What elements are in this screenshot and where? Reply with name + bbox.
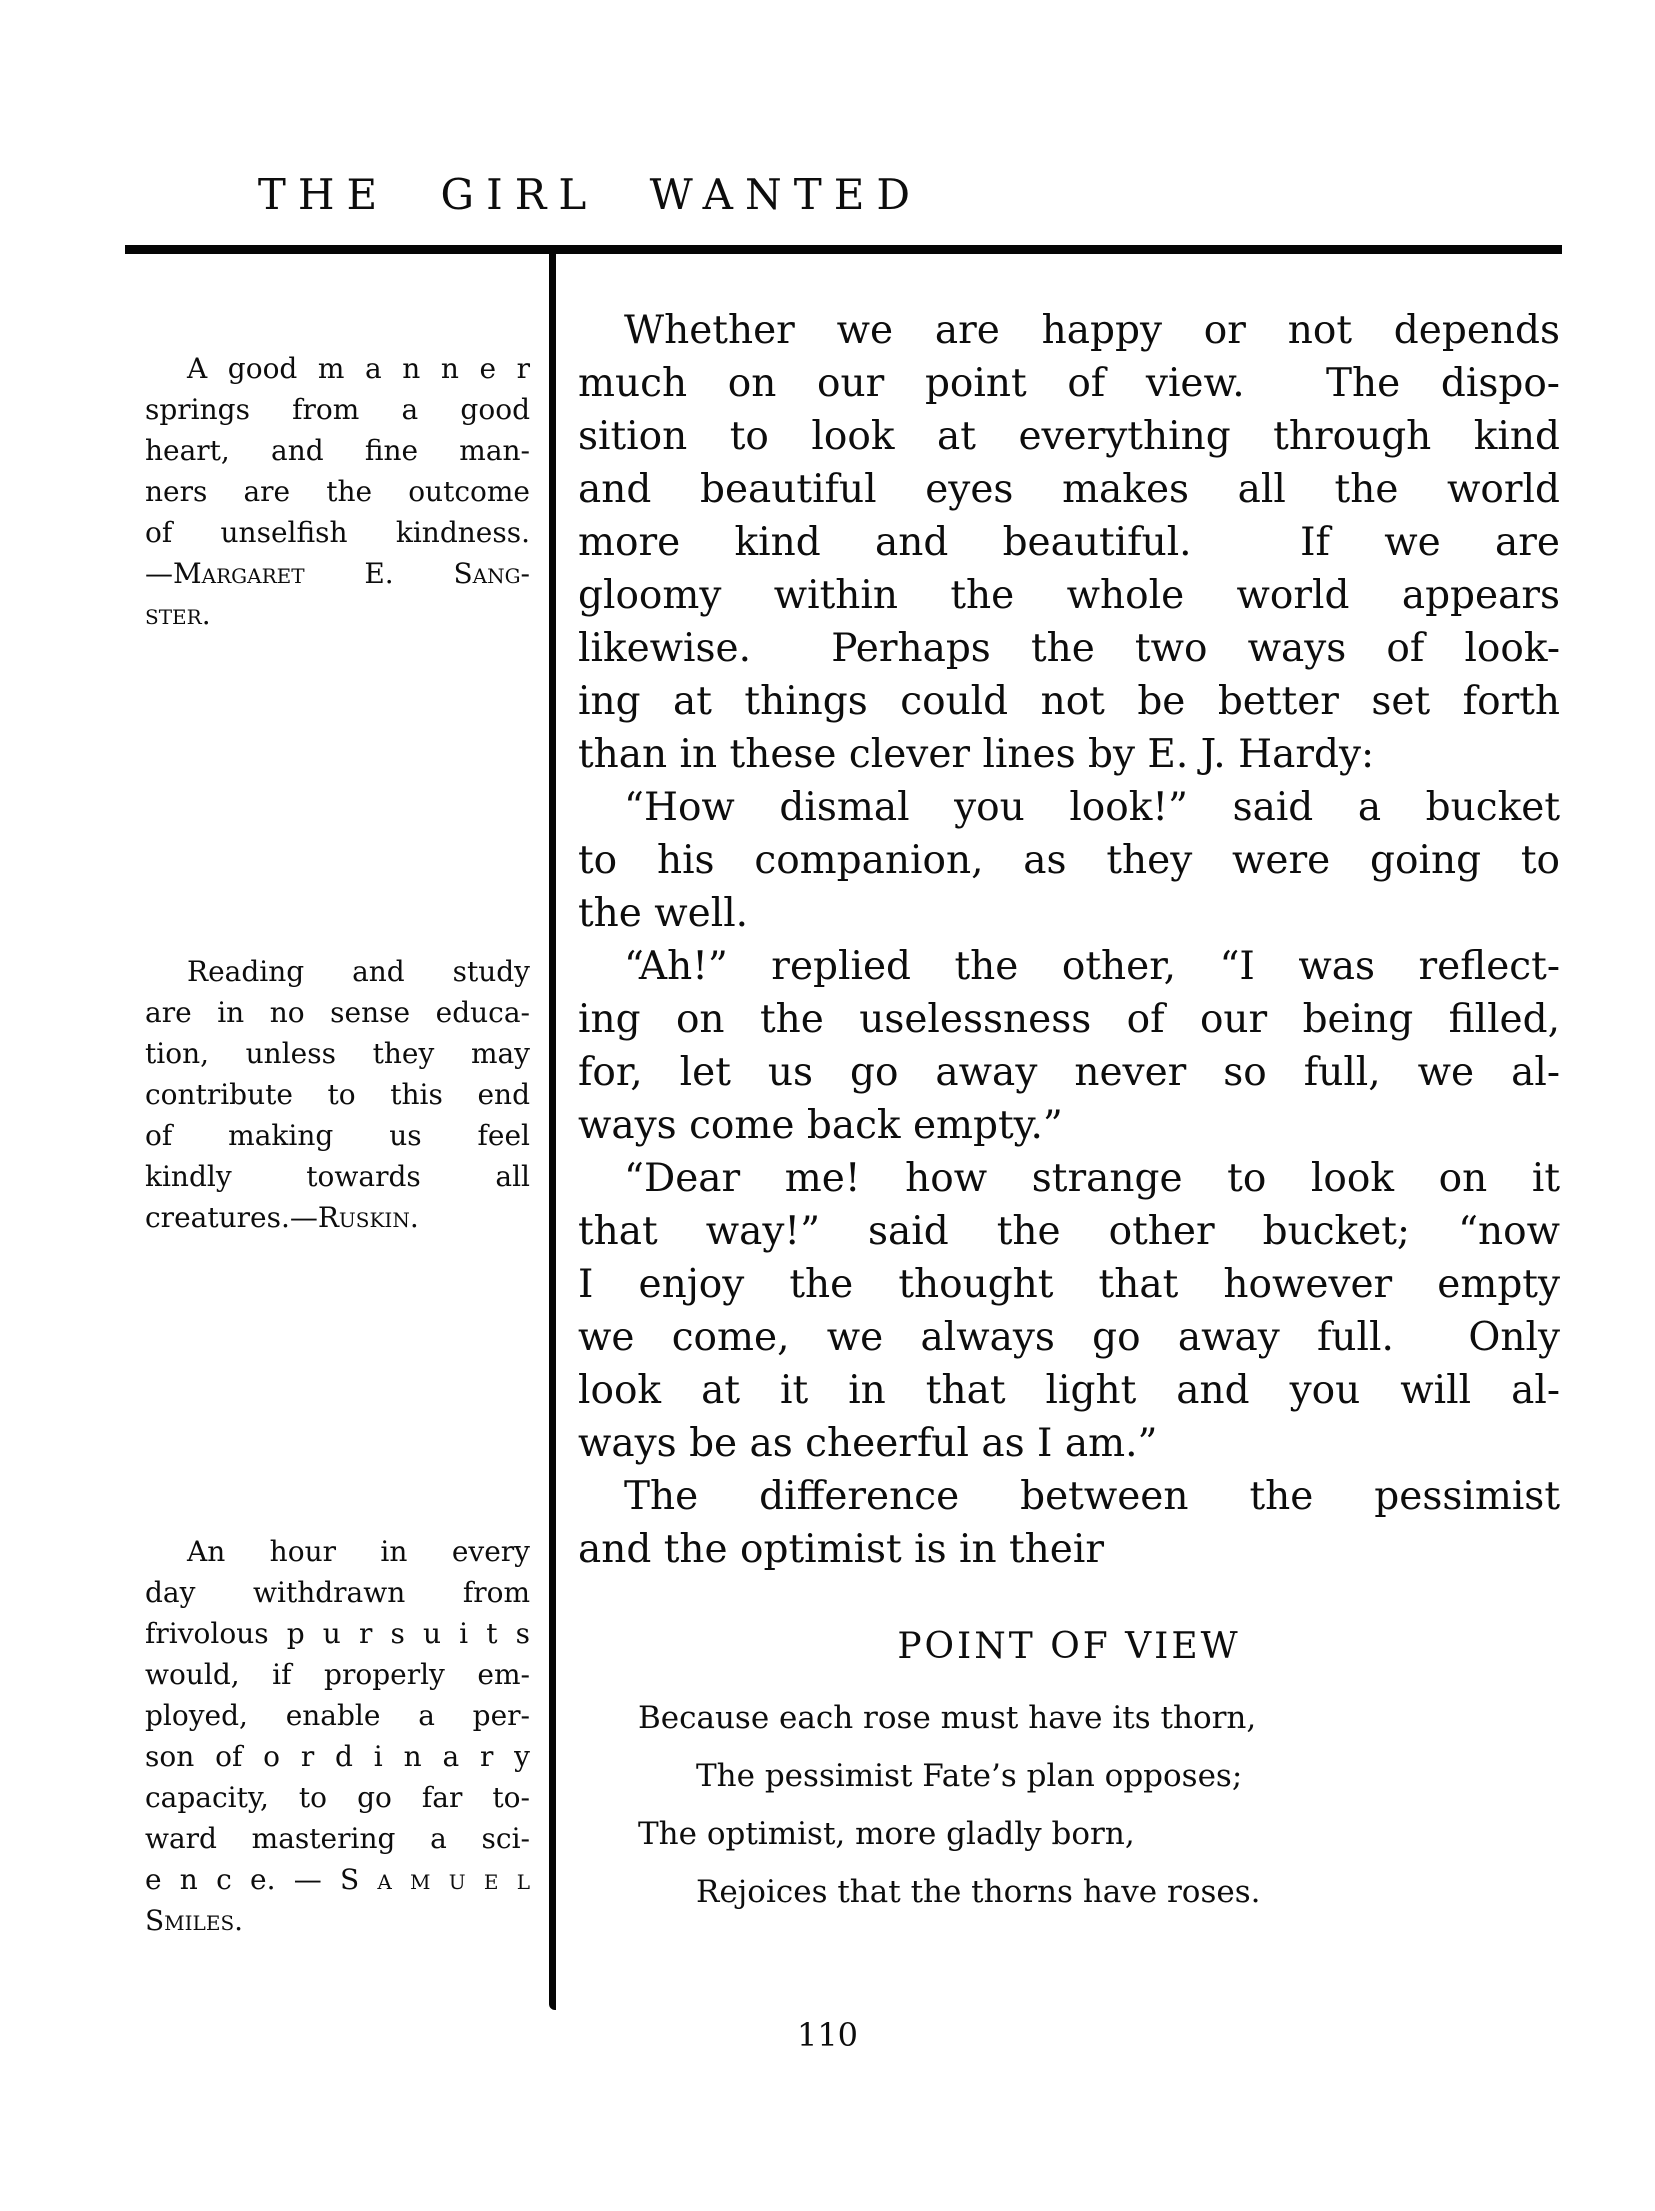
quote-line: son of o r d i n a r y bbox=[145, 1740, 530, 1773]
quote-line: —Margaret E. Sang- bbox=[145, 557, 530, 590]
paragraph-pessimist-optimist bbox=[578, 1470, 1560, 1576]
quote-line: ward mastering a sci- bbox=[145, 1822, 530, 1855]
quote-line: day withdrawn from bbox=[145, 1576, 530, 1609]
body-line: more kind and beautiful. If we are bbox=[578, 520, 1560, 565]
body-line: “Ah!” replied the other, “I was reflect- bbox=[624, 944, 1560, 989]
paragraph-bucket-reply bbox=[578, 940, 1560, 1152]
main-text-column bbox=[578, 304, 1560, 1921]
sidebar-quote-reading bbox=[145, 951, 530, 1238]
paragraph-bucket-dismal bbox=[578, 781, 1560, 940]
horizontal-rule bbox=[125, 245, 1562, 254]
small-caps-text: S a m u e l bbox=[339, 1863, 530, 1896]
paragraph-bucket-cheerful bbox=[578, 1152, 1560, 1470]
small-caps-text: Margaret bbox=[173, 557, 305, 590]
small-caps-text: ster. bbox=[145, 598, 211, 631]
small-caps-text: Ruskin. bbox=[317, 1201, 419, 1234]
quote-line: creatures.—Ruskin. bbox=[145, 1201, 419, 1234]
body-line: The difference between the pessimist bbox=[624, 1474, 1560, 1519]
body-line: “How dismal you look!” said a bucket bbox=[624, 785, 1560, 830]
poem-line: Rejoices that the thorns have roses. bbox=[696, 1874, 1261, 1910]
poem-point-of-view bbox=[578, 1689, 1560, 1921]
body-line: much on our point of view. The dispo- bbox=[578, 361, 1560, 406]
poem-line: The pessimist Fate’s plan opposes; bbox=[696, 1758, 1243, 1794]
paragraph-point-of-view-intro bbox=[578, 304, 1560, 781]
poem-line: The optimist, more gladly born, bbox=[638, 1816, 1135, 1852]
quote-line: capacity, to go far to- bbox=[145, 1781, 530, 1814]
body-line: likewise. Perhaps the two ways of look- bbox=[578, 626, 1560, 671]
body-line: ways come back empty.” bbox=[578, 1103, 1063, 1148]
quote-line: kindly towards all bbox=[145, 1160, 530, 1193]
small-caps-text: Sang- bbox=[453, 557, 530, 590]
sidebar-quote-hour bbox=[145, 1531, 530, 1941]
body-line: look at it in that light and you will al- bbox=[578, 1368, 1560, 1413]
page-title: THE GIRL WANTED bbox=[257, 170, 923, 219]
body-line: we come, we always go away full. Only bbox=[578, 1315, 1560, 1360]
body-line: ing on the uselessness of our being filled, bbox=[578, 997, 1560, 1042]
sidebar-quote-manner bbox=[145, 348, 530, 635]
body-line: that way!” said the other bucket; “now bbox=[578, 1209, 1560, 1254]
quote-line: ployed, enable a per- bbox=[145, 1699, 530, 1732]
quote-line: of making us feel bbox=[145, 1119, 530, 1152]
body-line: for, let us go away never so full, we al- bbox=[578, 1050, 1560, 1095]
quote-line: are in no sense educa- bbox=[145, 996, 530, 1029]
body-line: sition to look at everything through kind bbox=[578, 414, 1560, 459]
quote-line: heart, and fine man- bbox=[145, 434, 530, 467]
column-divider-rule bbox=[549, 250, 556, 2010]
quote-line: springs from a good bbox=[145, 393, 530, 426]
body-line: to his companion, as they were going to bbox=[578, 838, 1560, 883]
body-line: and the optimist is in their bbox=[578, 1527, 1104, 1572]
quote-line bbox=[145, 1900, 530, 1941]
quote-line: contribute to this end bbox=[145, 1078, 530, 1111]
quote-line: Reading and study bbox=[187, 955, 530, 988]
body-line: ways be as cheerful as I am.” bbox=[578, 1421, 1158, 1466]
quote-line bbox=[145, 594, 530, 635]
quote-line: frivolous p u r s u i t s bbox=[145, 1617, 530, 1650]
body-line: the well. bbox=[578, 891, 749, 936]
quote-line: A good m a n n e r bbox=[187, 352, 530, 385]
body-line: than in these clever lines by E. J. Hardy: bbox=[578, 732, 1375, 777]
body-line: gloomy within the whole world appears bbox=[578, 573, 1560, 618]
page-number: 110 bbox=[796, 2016, 859, 2054]
quote-line: of unselfish kindness. bbox=[145, 516, 530, 549]
section-heading: POINT OF VIEW bbox=[897, 1626, 1241, 1667]
small-caps-text: Smiles. bbox=[145, 1904, 244, 1937]
poem-line: Because each rose must have its thorn, bbox=[638, 1700, 1257, 1736]
quote-line: e n c e. — S a m u e l bbox=[145, 1863, 530, 1896]
body-line: I enjoy the thought that however empty bbox=[578, 1262, 1560, 1307]
body-line: Whether we are happy or not depends bbox=[624, 308, 1560, 353]
body-line: and beautiful eyes makes all the world bbox=[578, 467, 1560, 512]
quote-line: An hour in every bbox=[187, 1535, 530, 1568]
body-line: ing at things could not be better set forth bbox=[578, 679, 1560, 724]
quote-line: would, if properly em- bbox=[145, 1658, 530, 1691]
body-line: “Dear me! how strange to look on it bbox=[624, 1156, 1560, 1201]
quote-line: ners are the outcome bbox=[145, 475, 530, 508]
quote-line: tion, unless they may bbox=[145, 1037, 530, 1070]
